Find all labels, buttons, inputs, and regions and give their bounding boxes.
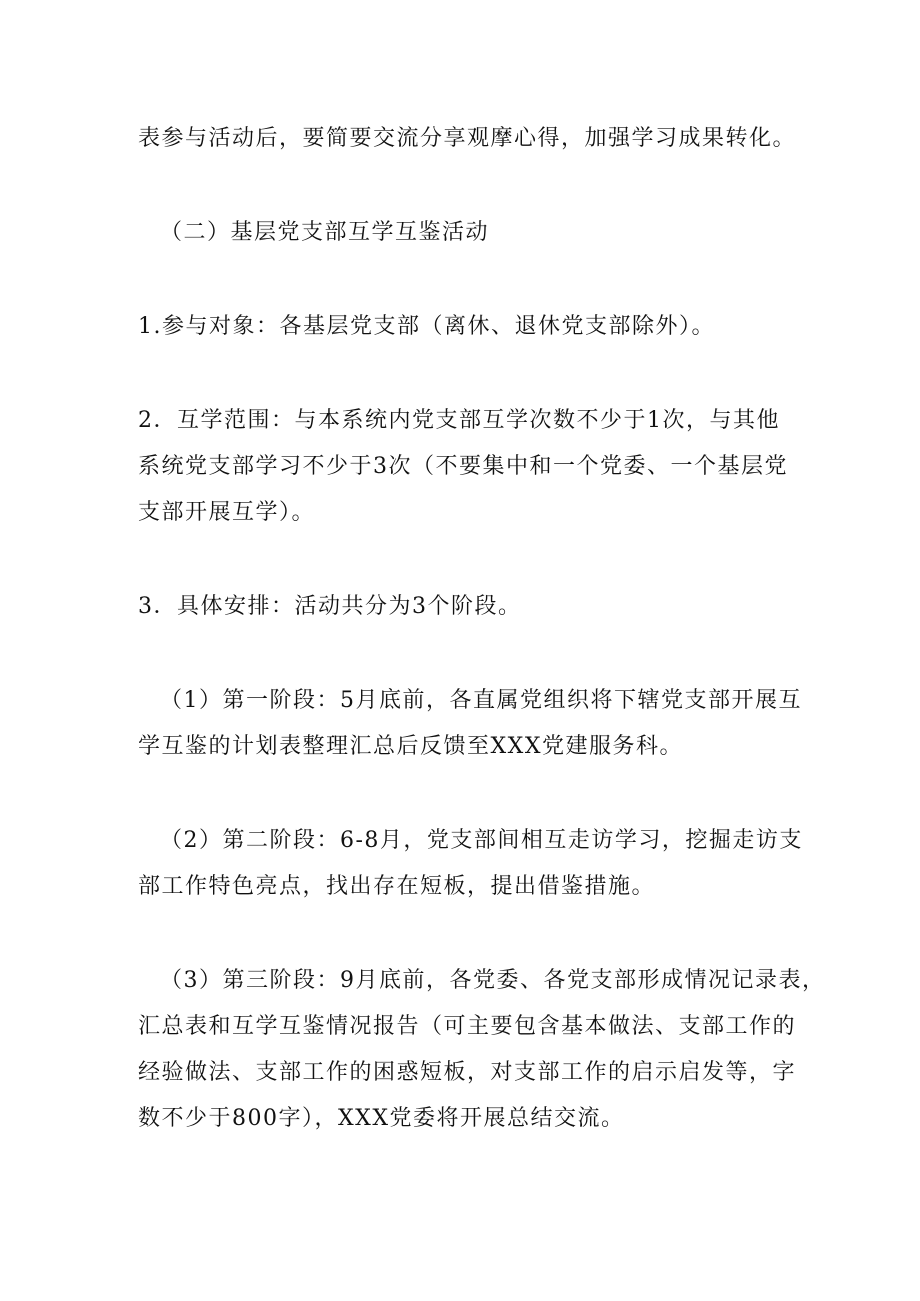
paragraph-line: 系统党支部学习不少于3次（不要集中和一个党委、一个基层党 [138, 454, 788, 479]
paragraph-line: 支部开展互学）。 [138, 500, 316, 525]
section-heading-text: （二）基层党支部互学互鉴活动 [160, 220, 490, 245]
paragraph-learning-scope [138, 398, 798, 536]
paragraph-line: 经验做法、支部工作的困惑短板，对支部工作的启示启发等，字 [138, 1060, 797, 1085]
paragraph-line: 表参与活动后，要简要交流分享观摩心得，加强学习成果转化。 [138, 126, 797, 151]
paragraph-arrangement [138, 584, 798, 630]
paragraph-line: 2．互学范围：与本系统内党支部互学次数不少于1次，与其他 [138, 408, 780, 433]
paragraph-line: 汇总表和互学互鉴情况报告（可主要包含基本做法、支部工作的 [138, 1014, 797, 1039]
section-heading-mutual-learning [160, 210, 820, 256]
paragraph-stage-one [138, 678, 820, 770]
paragraph-line: （3）第三阶段：9月底前，各党委、各党支部形成情况记录表， [160, 968, 826, 993]
paragraph-line: 数不少于800字），XXX党委将开展总结交流。 [138, 1106, 625, 1131]
paragraph-line: 学互鉴的计划表整理汇总后反馈至XXX党建服务科。 [138, 734, 683, 759]
paragraph-summary-exchange [138, 116, 798, 162]
paragraph-line: （2）第二阶段：6-8月，党支部间相互走访学习，挖掘走访支 [160, 828, 803, 853]
paragraph-line: 部工作特色亮点，找出存在短板，提出借鉴措施。 [138, 874, 656, 899]
paragraph-stage-two [138, 818, 820, 910]
paragraph-participants [138, 304, 798, 350]
paragraph-line: （1）第一阶段：5月底前，各直属党组织将下辖党支部开展互 [160, 688, 802, 713]
paragraph-stage-three [138, 958, 826, 1142]
paragraph-line: 3．具体安排：活动共分为3个阶段。 [138, 594, 522, 619]
paragraph-line: 1.参与对象：各基层党支部（离休、退休党支部除外）。 [138, 314, 715, 339]
